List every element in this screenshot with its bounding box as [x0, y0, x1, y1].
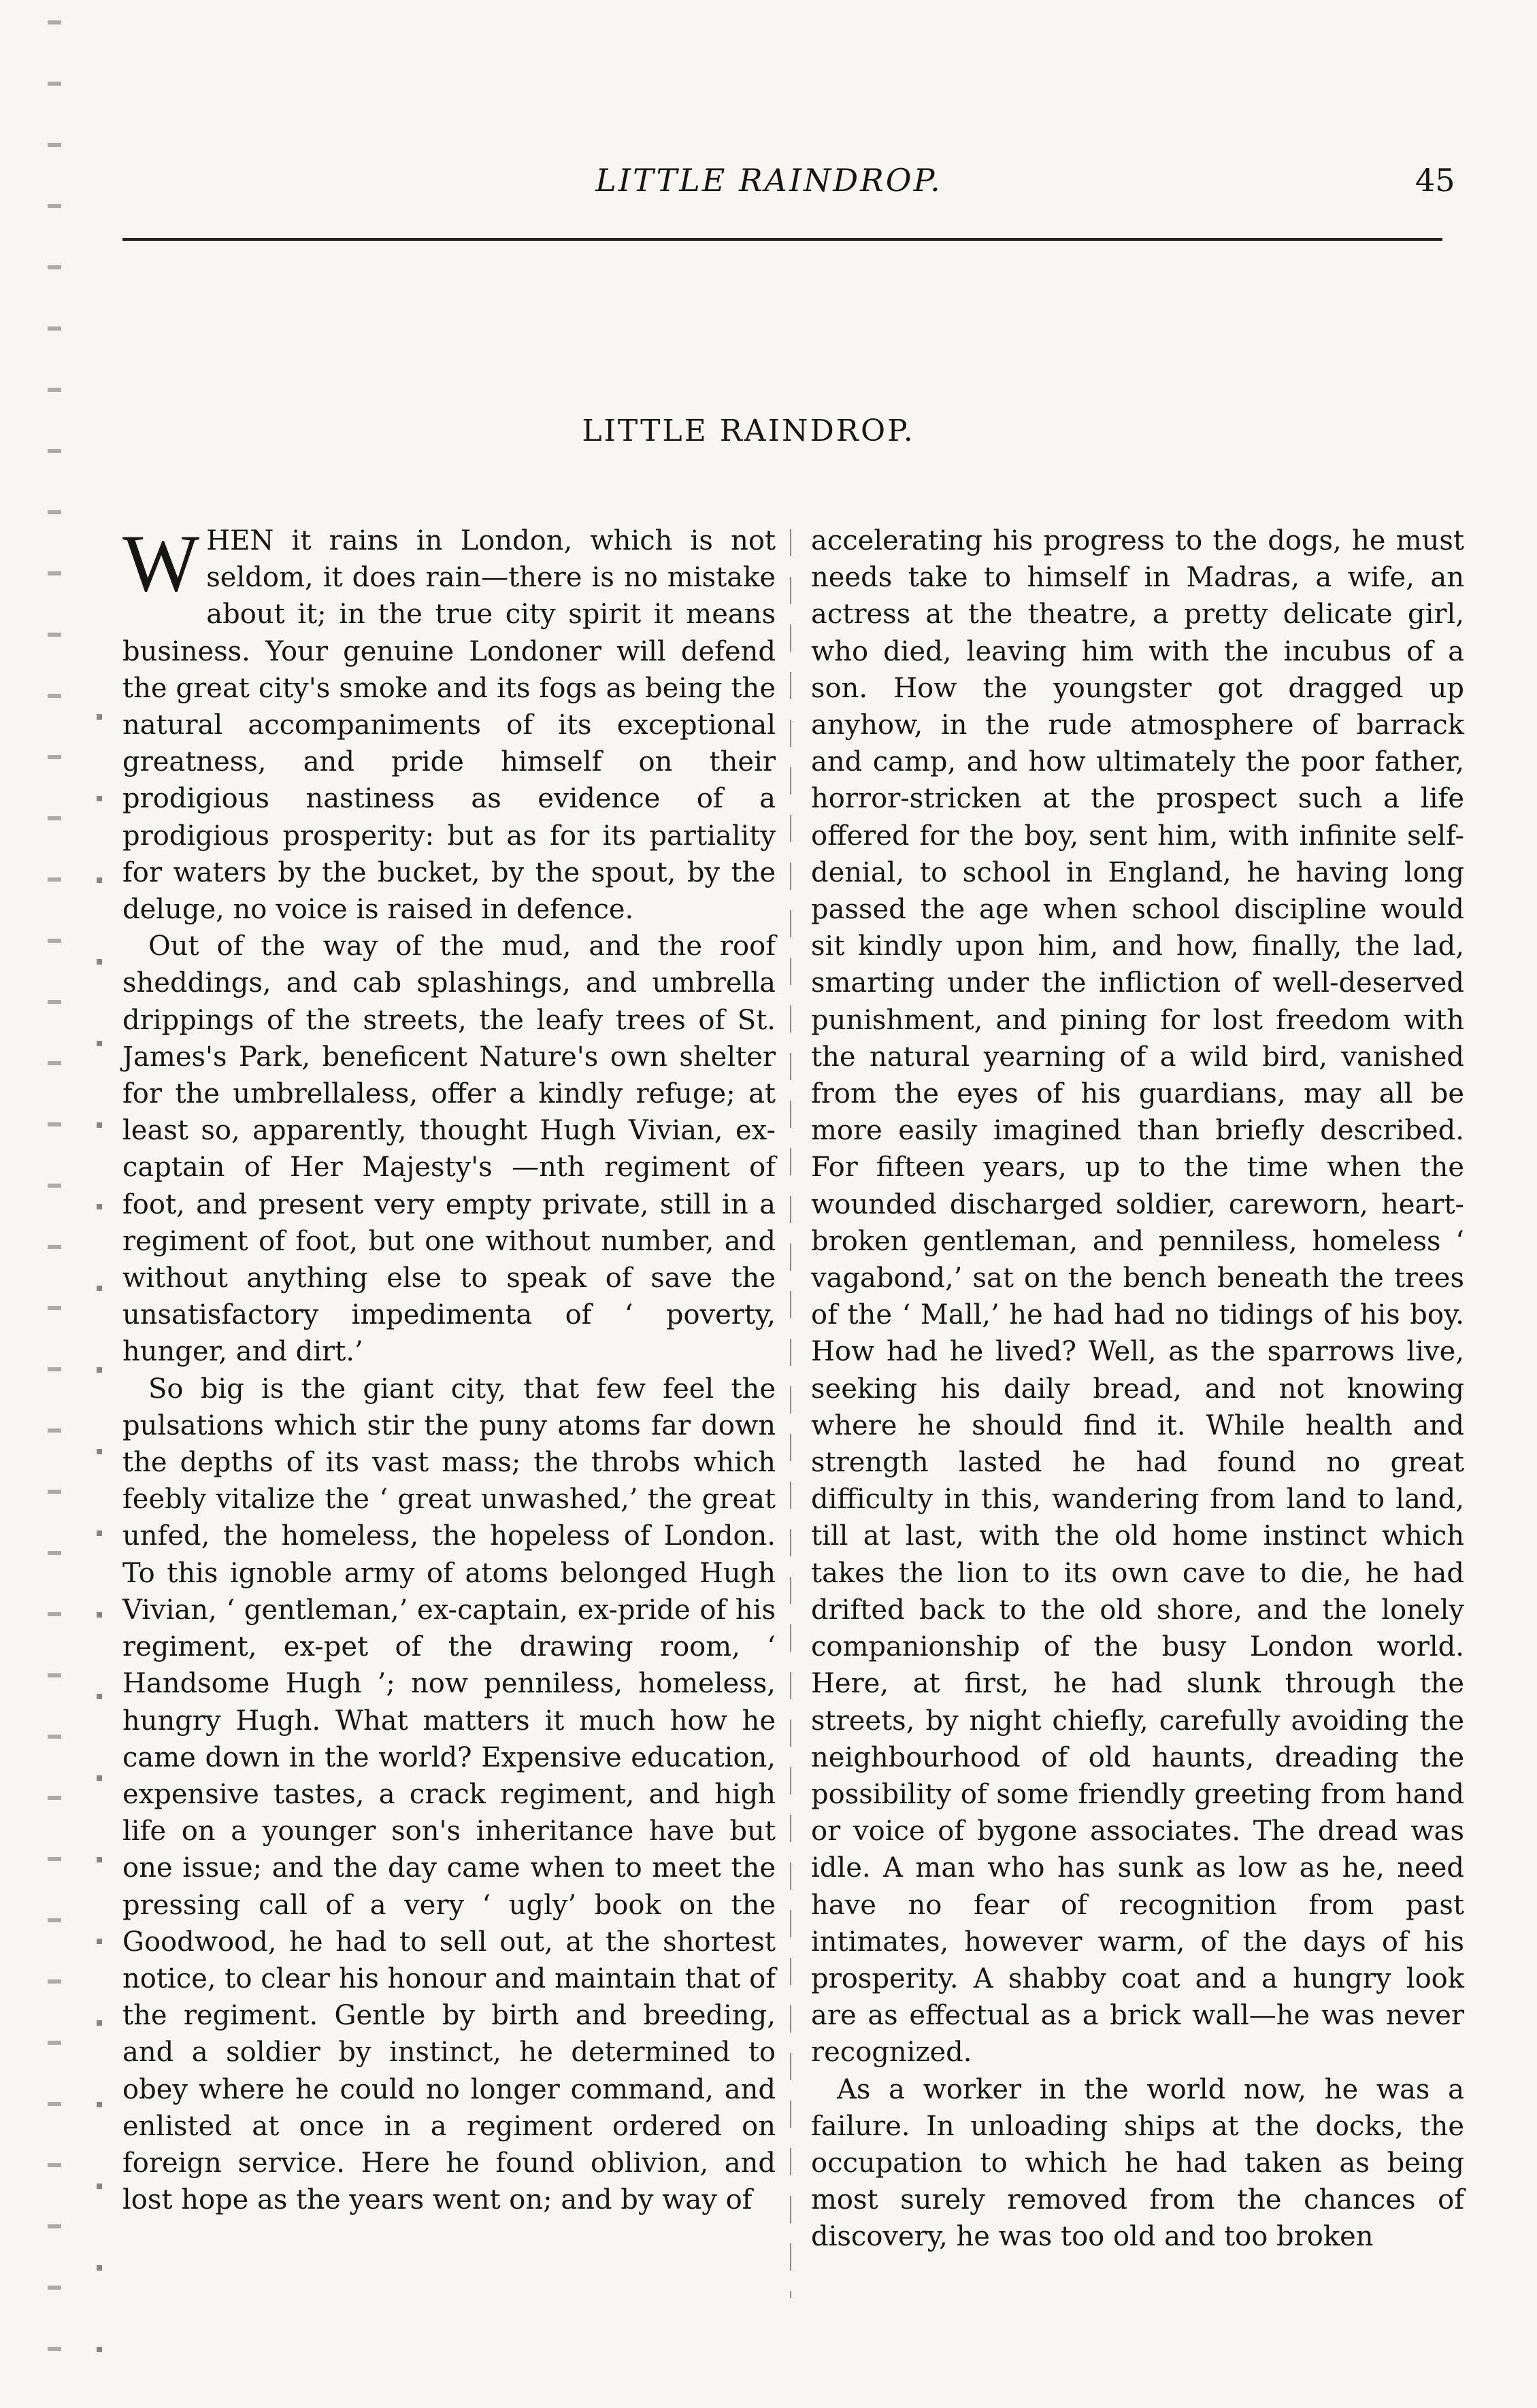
column-divider: [790, 529, 791, 2298]
drop-cap: W: [122, 518, 200, 608]
paragraph-3-continued: accelerating his progress to the dogs, he must needs take to himself in Madras, a wife, an actress at the theatre, a pretty delicate girl, who died, leaving him with the incubus of a son. How the youngster got dragged up anyhow, in the rude atmosphere of barrack and camp, and how ultimately the poor father, horror-stricken at the prospect such a life offered for the boy, sent him, with infinite self-denial, to school in England, he having long passed the age when school discipline would sit kindly upon him, and how, finally, the lad, smarting under the infliction of well-deserved punishment, and pining for lost freedom with the natural yearning of a wild bird, vanished from the eyes of his guardians, may all be more easily imagined than briefly described. For fifteen years, up to the time when the wounded discharged soldier, careworn, heart-broken gentleman, and penniless, homeless ‘ vagabond,’ sat on the bench beneath the trees of the ‘ Mall,’ he had had no tidings of his boy. How had he lived? Well, as the sparrows live, seeking his daily bread, and not knowing where he should find it. While health and strength lasted he had found no great difficulty in this, wandering from land to land, till at last, with the old home instinct which takes the lion to its own cave to die, he had drifted back to the old shore, and the lonely companionship of the busy London world. Here, at first, he had slunk through the streets, by night chiefly, carefully avoiding the neighbourhood of old haunts, dreading the possibility of some friendly greeting from hand or voice of bygone associates. The dread was idle. A man who has sunk as low as he, need have no fear of recognition from past intimates, however warm, of the days of his prosperity. A shabby coat and a hungry look are as effectual as a brick wall—he was never recognized.: [811, 525, 1464, 2069]
page-number: 45: [1415, 162, 1455, 199]
paragraph-4: As a worker in the world now, he was a failure. In unloading ships at the docks, the occupation to which he had taken as being most surely removed from the chances of discovery, he was too old and too broken: [811, 2073, 1464, 2253]
paragraph-1-text: HEN it rains in London, which is not seldom, it does rain—there is no mistake about it; in the true city spirit it means business. Your genuine Londoner will defend the great city's smoke and its fogs as being the natural accompaniments of its exceptional greatness, and pride himself on their prodigious nastiness as evidence of a prodigious prosperity: but as for its partiality for waters by the bucket, by the spout, by the deluge, no voice is raised in defence.: [122, 525, 776, 926]
paragraph-2: Out of the way of the mud, and the roof sheddings, and cab splashings, and umbrella drippings of the streets, the leafy trees of St. James's Park, beneficent Nature's own shelter for the umbrellaless, offer a kindly refuge; at least so, apparently, thought Hugh Vivian, ex-captain of Her Majesty's —nth regiment of foot, and present very empty private, still in a regiment of foot, but one without number, and without anything else to speak of save the unsatisfactory impedimenta of ‘ poverty, hunger, and dirt.’: [122, 931, 776, 1368]
left-column: [122, 518, 776, 2218]
header-rule: [122, 238, 1442, 241]
paragraph-1: [122, 518, 776, 928]
gutter-marks: [97, 714, 102, 2401]
paragraph-3: So big is the giant city, that few feel the pulsations which stir the puny atoms far down the depths of its vast mass; the throbs which feebly vitalize the ‘ great unwashed,’ the great unfed, the homeless, the hopeless of London. To this ignoble army of atoms belonged Hugh Vivian, ‘ gentleman,’ ex-captain, ex-pride of his regiment, ex-pet of the drawing room, ‘ Handsome Hugh ’; now penniless, homeless, hungry Hugh. What matters it much how he came down in the world? Expensive education, expensive tastes, a crack regiment, and high life on a younger son's inheritance have but one issue; and the day came when to meet the pressing call of a very ‘ ugly’ book on the Goodwood, he had to sell out, at the shortest notice, to clear his honour and maintain that of the regiment. Gentle by birth and breeding, and a soldier by instinct, he determined to obey where he could no longer command, and enlisted at once in a regiment ordered on foreign service. Here he found oblivion, and lost hope as the years went on; and by way of: [122, 1373, 776, 2216]
running-head: LITTLE RAINDROP.: [595, 162, 942, 199]
article-title: LITTLE RAINDROP.: [582, 414, 915, 448]
right-column: [811, 522, 1464, 2256]
scan-edge-marks: [48, 20, 61, 2388]
